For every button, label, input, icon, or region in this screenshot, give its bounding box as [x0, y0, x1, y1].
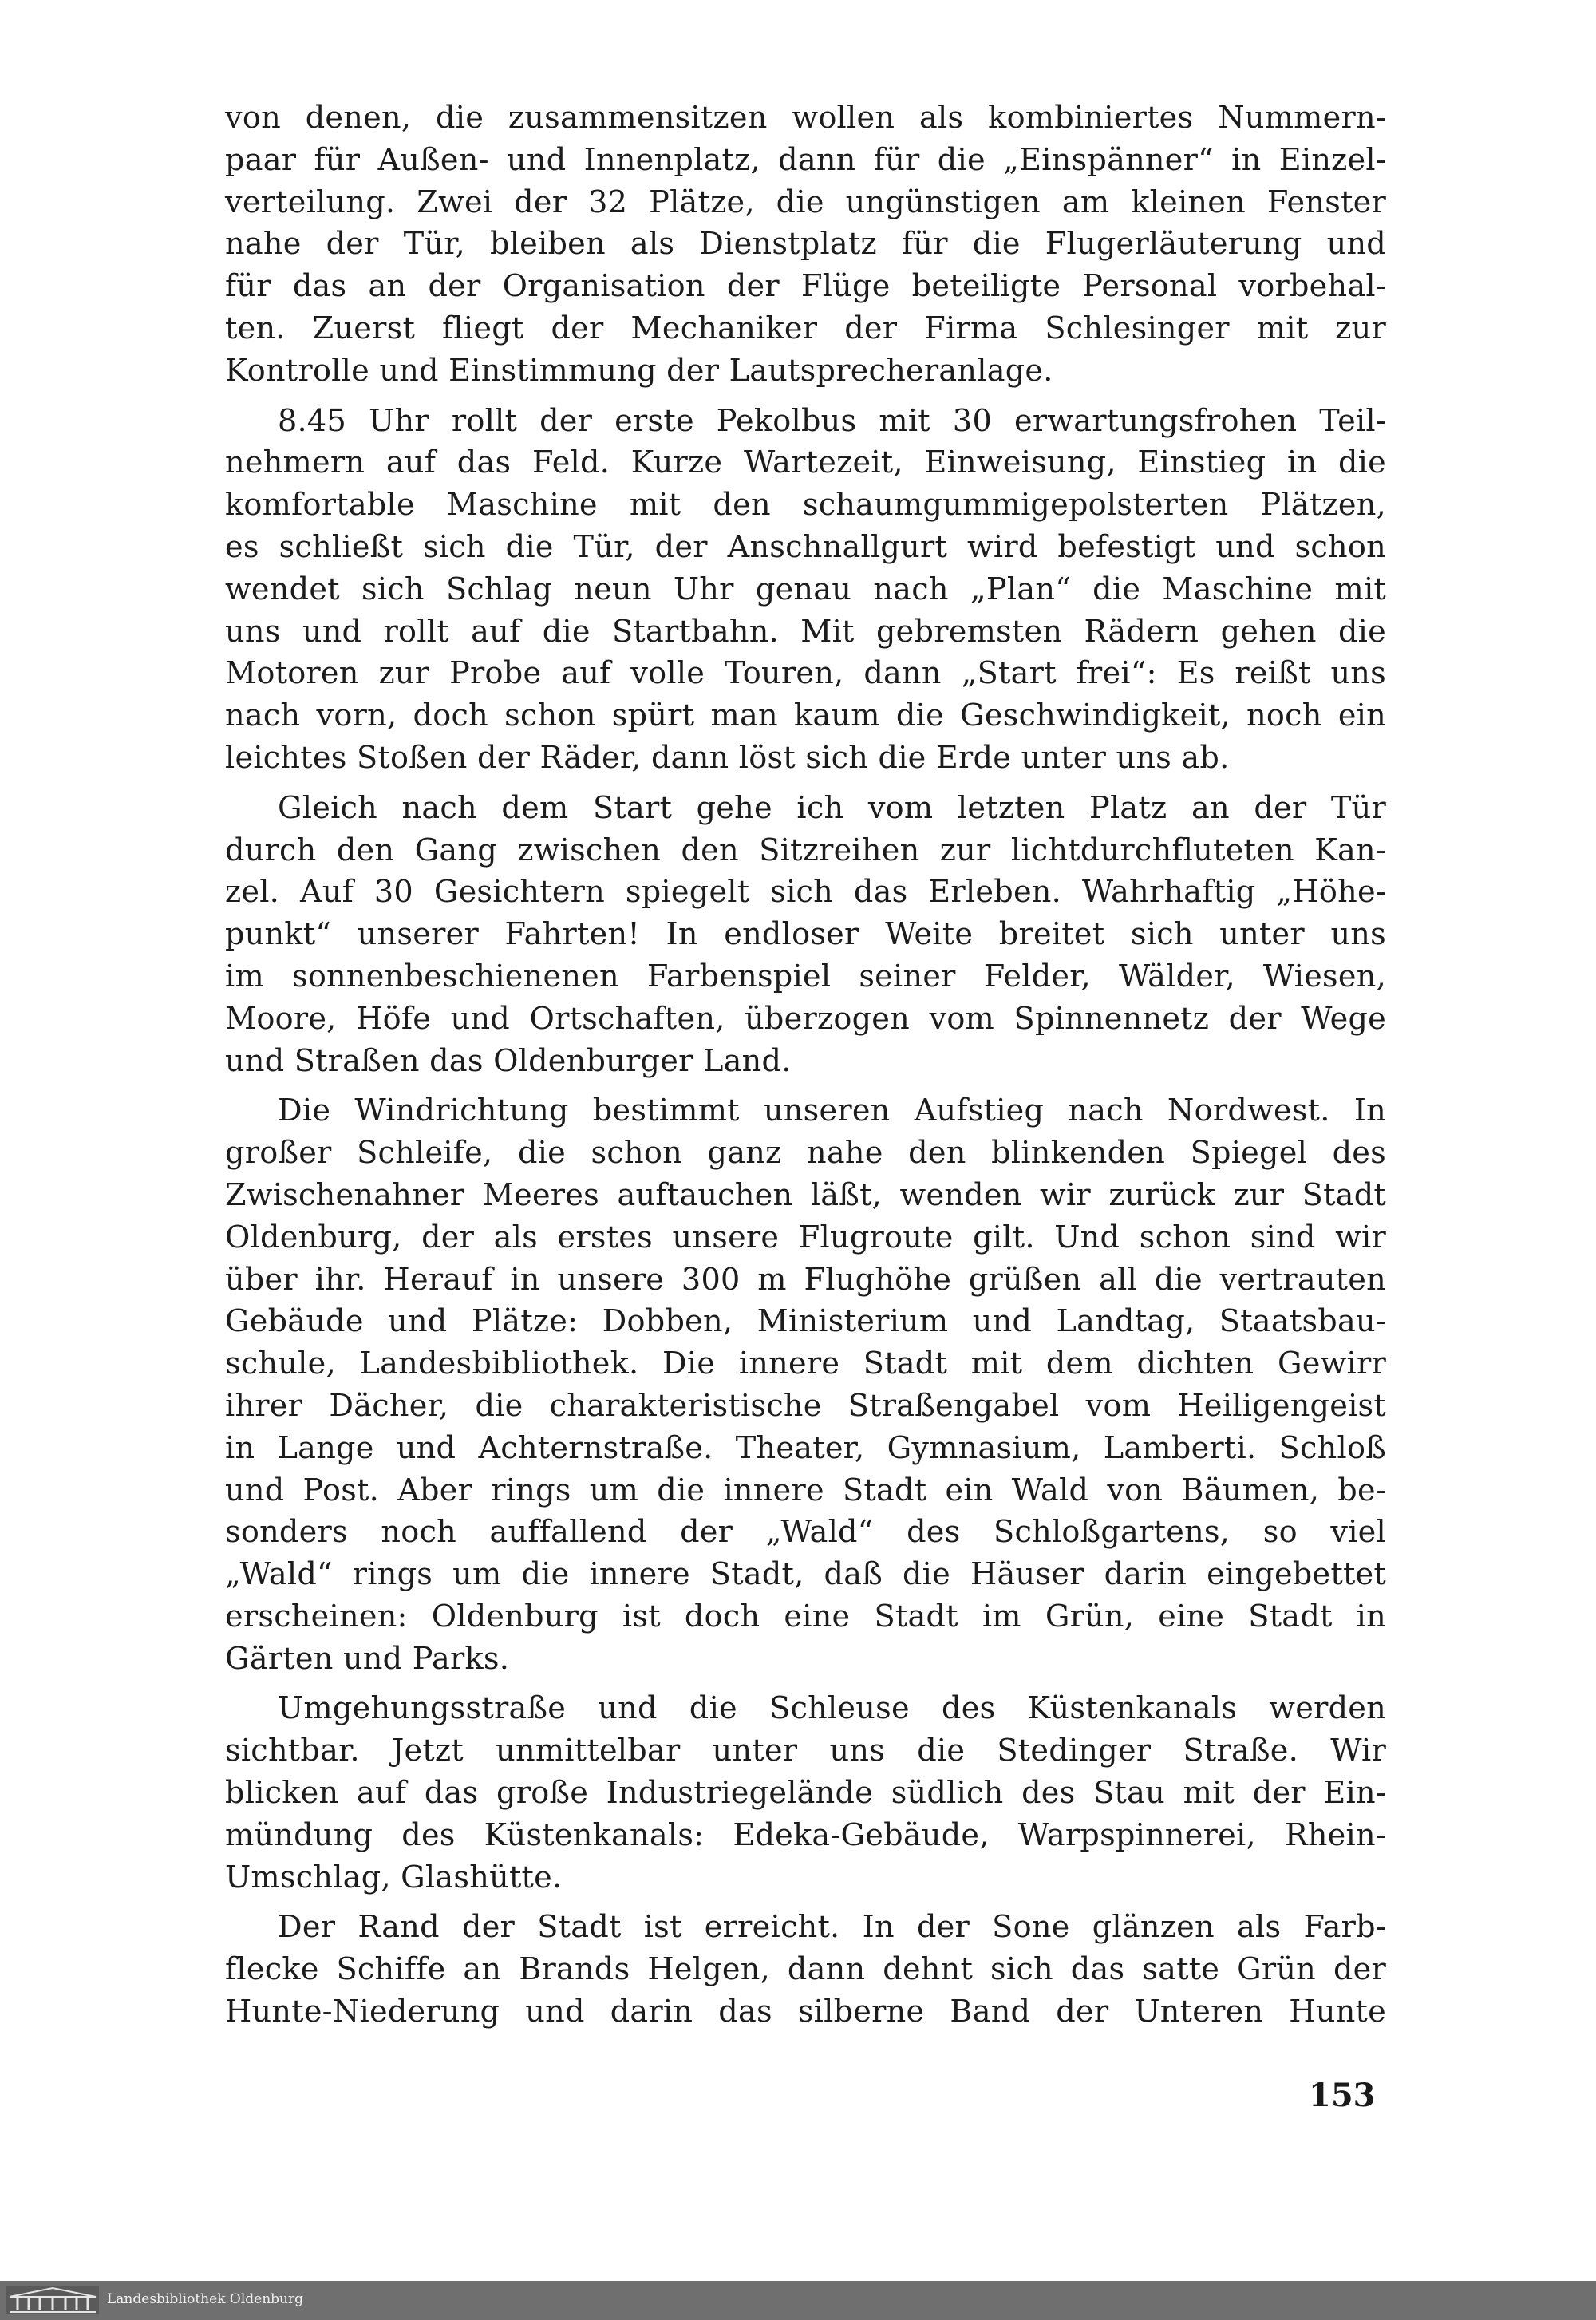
text-line: es schließt sich die Tür, der Anschnallgurt wird befestigt und schon — [225, 529, 1386, 565]
library-building-icon — [6, 2286, 99, 2314]
text-line: von denen, die zusammensitzen wollen als kombiniertes Nummern- — [225, 101, 1386, 136]
text-line: punkt“ unserer Fahrten! In endloser Weite breitet sich unter uns — [225, 917, 1386, 953]
text-line: Umgehungsstraße und die Schleuse des Küstenkanals werden — [278, 1691, 1386, 1727]
text-line: sonders noch auffallend der „Wald“ des Schloßgartens, so viel — [225, 1515, 1386, 1551]
text-line: Umschlag, Glashütte. — [225, 1860, 563, 1895]
text-line: „Wald“ rings um die innere Stadt, daß die Häuser darin eingebettet — [225, 1557, 1386, 1593]
text-line: Gleich nach dem Start gehe ich vom letzten Platz an der Tür — [278, 790, 1386, 826]
text-line: Gärten und Parks. — [225, 1641, 510, 1677]
text-line: im sonnenbeschienenen Farbenspiel seiner Felder, Wälder, Wiesen, — [225, 958, 1386, 994]
text-line: schule, Landesbibliothek. Die innere Stadt mit dem dichten Gewirr — [225, 1346, 1386, 1382]
page-number: 153 — [1309, 2077, 1376, 2114]
text-line: sichtbar. Jetzt unmittelbar unter uns die Stedinger Straße. Wir — [225, 1733, 1386, 1769]
text-line: mündung des Küstenkanals: Edeka-Gebäude, Warpspinnerei, Rhein- — [225, 1817, 1386, 1853]
text-line: in Lange und Achternstraße. Theater, Gymnasium, Lamberti. Schloß — [225, 1430, 1386, 1466]
paragraph-6 — [225, 1907, 1386, 2033]
paragraph-2 — [225, 401, 1386, 780]
text-line: erscheinen: Oldenburg ist doch eine Stadt im Grün, eine Stadt in — [225, 1599, 1386, 1634]
paragraph-1 — [225, 97, 1386, 393]
text-line: nahe der Tür, bleiben als Dienstplatz für die Flugerläuterung und — [225, 227, 1386, 263]
text-line: Motoren zur Probe auf volle Touren, dann „Start frei“: Es reißt uns — [225, 656, 1386, 692]
text-line: Moore, Höfe und Ortschaften, überzogen vom Spinnennetz der Wege — [225, 1001, 1386, 1037]
text-line: und Straßen das Oldenburger Land. — [225, 1043, 792, 1079]
paragraph-5 — [225, 1688, 1386, 1899]
text-line: 8.45 Uhr rollt der erste Pekolbus mit 30 erwartungsfrohen Teil- — [278, 403, 1386, 439]
text-line: Gebäude und Plätze: Dobben, Ministerium und Landtag, Staatsbau- — [225, 1304, 1386, 1340]
text-line: flecke Schiffe an Brands Helgen, dann dehnt sich das satte Grün der — [225, 1952, 1386, 1988]
text-line: Zwischenahner Meeres auftauchen läßt, wenden wir zurück zur Stadt — [225, 1177, 1386, 1213]
text-line: zel. Auf 30 Gesichtern spiegelt sich das Erleben. Wahrhaftig „Höhe- — [225, 875, 1386, 911]
text-line: Hunte-Niederung und darin das silberne Band der Unteren Hunte — [225, 1994, 1386, 2030]
text-line: großer Schleife, die schon ganz nahe den blinkenden Spiegel des — [225, 1136, 1386, 1172]
text-line: nehmern auf das Feld. Kurze Wartezeit, Einweisung, Einstieg in die — [225, 445, 1386, 481]
text-line: Kontrolle und Einstimmung der Lautsprecheranlage. — [225, 353, 1053, 389]
text-line: Oldenburg, der als erstes unsere Flugroute gilt. Und schon sind wir — [225, 1219, 1386, 1255]
text-line: und Post. Aber rings um die innere Stadt ein Wald von Bäumen, be- — [225, 1472, 1386, 1508]
footer-library-label: Landesbibliothek Oldenburg — [107, 2291, 304, 2307]
text-line: nach vorn, doch schon spürt man kaum die Geschwindigkeit, noch ein — [225, 698, 1386, 734]
text-line: paar für Außen- und Innenplatz, dann für die „Einspänner“ in Einzel- — [225, 142, 1386, 178]
text-line: komfortable Maschine mit den schaumgummigepolsterten Plätzen, — [225, 488, 1386, 524]
text-line: blicken auf das große Industriegelände südlich des Stau mit der Ein- — [225, 1776, 1386, 1812]
text-line: ihrer Dächer, die charakteristische Straßengabel vom Heiligengeist — [225, 1388, 1386, 1424]
text-line: wendet sich Schlag neun Uhr genau nach „Plan“ die Maschine mit — [225, 571, 1386, 607]
text-line: Die Windrichtung bestimmt unseren Aufstieg nach Nordwest. In — [278, 1093, 1386, 1129]
text-line: durch den Gang zwischen den Sitzreihen zur lichtdurchfluteten Kan- — [225, 832, 1386, 868]
text-line: für das an der Organisation der Flüge beteiligte Personal vorbehal- — [225, 269, 1386, 305]
text-line: Der Rand der Stadt ist erreicht. In der Sone glänzen als Farb- — [278, 1910, 1386, 1946]
footer-bar — [0, 2281, 1596, 2320]
text-line: ten. Zuerst fliegt der Mechaniker der Firma Schlesinger mit zur — [225, 310, 1386, 346]
paragraph-4 — [225, 1090, 1386, 1680]
text-line: über ihr. Herauf in unsere 300 m Flughöhe grüßen all die vertrauten — [225, 1262, 1386, 1298]
text-line: uns und rollt auf die Startbahn. Mit gebremsten Rädern gehen die — [225, 614, 1386, 650]
paragraph-3 — [225, 788, 1386, 1083]
text-line: leichtes Stoßen der Räder, dann löst sich die Erde unter uns ab. — [225, 740, 1230, 776]
page-body-text — [225, 97, 1386, 2041]
text-line: verteilung. Zwei der 32 Plätze, die ungünstigen am kleinen Fenster — [225, 184, 1386, 220]
